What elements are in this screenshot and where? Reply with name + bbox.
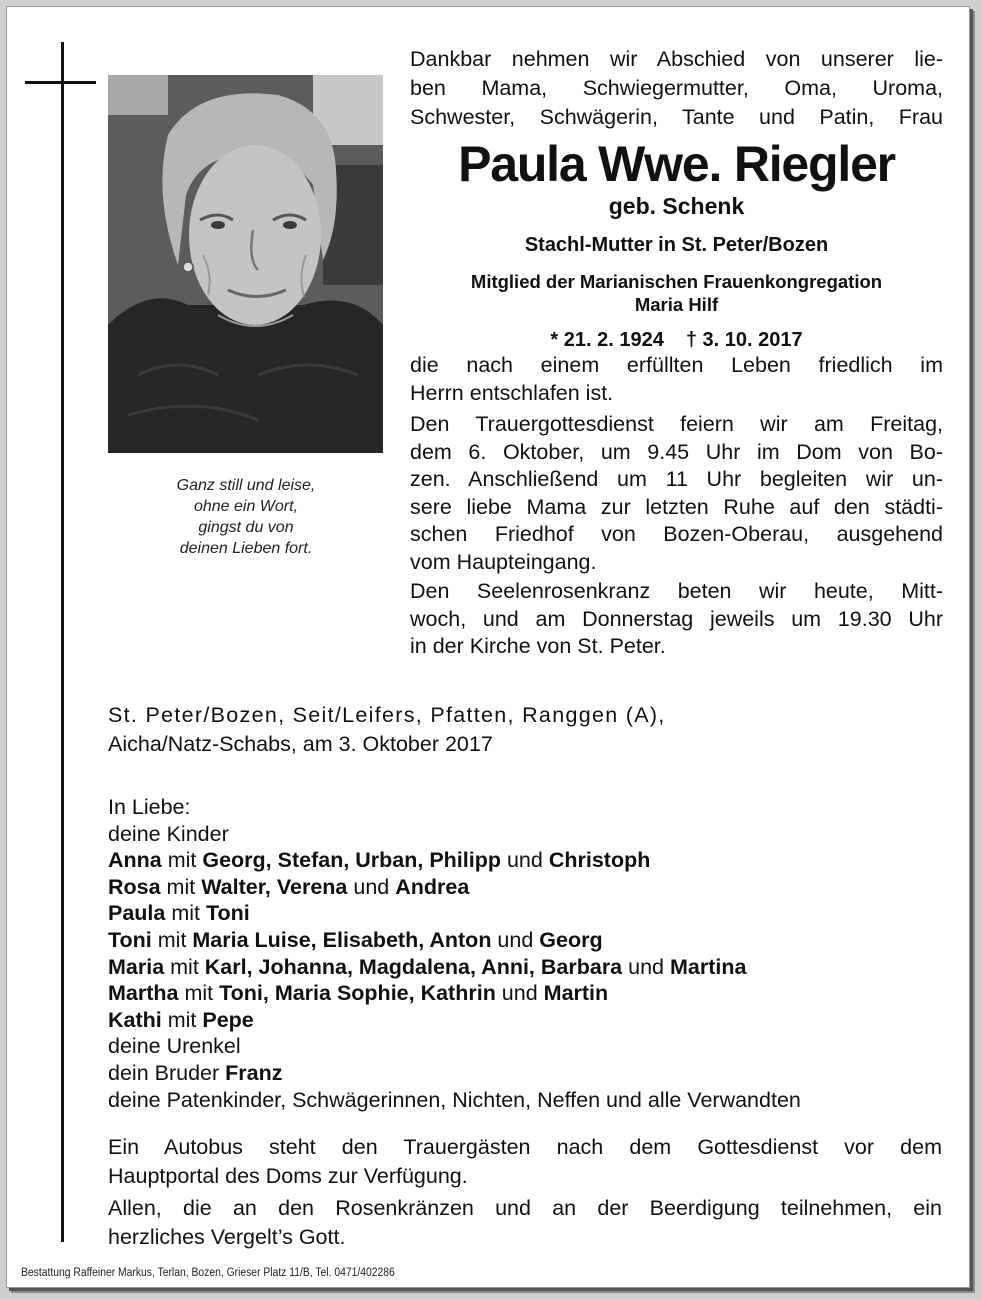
thanks-note bbox=[108, 1194, 942, 1252]
place-line: St. Peter/Bozen, Seit/Leifers, Pfatten, Ranggen (A), bbox=[108, 703, 666, 727]
family-line: In Liebe: bbox=[108, 795, 191, 819]
name-connector: und bbox=[495, 981, 544, 1006]
name-bold: Toni, Maria Sophie, Kathrin bbox=[219, 981, 496, 1006]
poem-line: ohne ein Wort, bbox=[193, 498, 299, 515]
body-line: die nach einem erfüllten Leben friedlich im bbox=[410, 353, 943, 377]
name-connector: mit bbox=[151, 927, 193, 952]
deceased-name: Paula Wwe. Riegler bbox=[458, 136, 895, 192]
name-bold: Martin bbox=[543, 981, 609, 1006]
service-details bbox=[410, 352, 943, 661]
name-connector: mit bbox=[161, 848, 203, 873]
obituary-notice bbox=[6, 6, 970, 1288]
name-bold: Paula bbox=[108, 901, 166, 926]
funeral-home-footer: Bestattung Raffeiner Markus, Terlan, Bozen, Grieser Platz 11/B, Tel. 0471/402286 bbox=[21, 1267, 395, 1279]
body-line: Den Trauergottesdienst feiern wir am Freitag, bbox=[410, 412, 943, 436]
name-bold: Anna bbox=[108, 848, 162, 873]
deceased-role: Stachl-Mutter in St. Peter/Bozen bbox=[524, 234, 829, 256]
name-connector: mit bbox=[165, 901, 206, 926]
name-bold: Maria bbox=[108, 954, 165, 979]
body-line: vom Haupteingang. bbox=[410, 549, 597, 574]
family-line bbox=[108, 1007, 801, 1034]
body-line: zen. Anschließend um 11 Uhr begleiten wir un- bbox=[410, 467, 943, 491]
life-dates bbox=[410, 328, 943, 352]
thanks-line: herzliches Vergelt’s Gott. bbox=[108, 1225, 346, 1249]
name-bold: Karl, Johanna, Magdalena, Anni, Barbara bbox=[204, 954, 623, 979]
name-bold: Andrea bbox=[395, 874, 470, 899]
bus-line: Hauptportal des Doms zur Verfügung. bbox=[108, 1164, 468, 1188]
paragraph-funeral bbox=[410, 411, 943, 576]
name-bold: Maria Luise, Elisabeth, Anton bbox=[192, 927, 492, 952]
mourners-list bbox=[108, 794, 801, 1113]
name-connector: mit bbox=[178, 981, 220, 1006]
closing-notes bbox=[108, 1133, 942, 1252]
portrait-photo bbox=[108, 75, 383, 453]
intro-line: Schwester, Schwägerin, Tante und Patin, Frau bbox=[410, 105, 943, 129]
paragraph-rosary bbox=[410, 578, 943, 661]
family-line: deine Urenkel bbox=[108, 1034, 241, 1059]
body-line: sere liebe Mama zur letzten Ruhe auf den städti- bbox=[410, 494, 943, 519]
name-connector: und bbox=[347, 874, 396, 899]
intro-line: ben Mama, Schwiegermutter, Oma, Uroma, bbox=[410, 76, 943, 100]
thanks-line: Allen, die an den Rosenkränzen und an der Beerdigung teilnehmen, ein bbox=[108, 1196, 942, 1220]
name-bold: Martha bbox=[108, 981, 179, 1006]
body-line: in der Kirche von St. Peter. bbox=[410, 634, 666, 658]
cross-horizontal-bar bbox=[25, 81, 96, 84]
announcement-column bbox=[410, 45, 943, 661]
poem-caption bbox=[107, 475, 385, 559]
family-line: deine Patenkinder, Schwägerinnen, Nichten, Neffen und alle Verwandten bbox=[108, 1087, 801, 1112]
portrait-illustration bbox=[108, 75, 383, 453]
family-line bbox=[108, 874, 801, 901]
birth-name: geb. Schenk bbox=[608, 193, 745, 219]
membership-line: Mitglied der Marianischen Frauenkongregation bbox=[470, 271, 883, 292]
name-bold: Toni bbox=[205, 901, 250, 926]
membership-line: Maria Hilf bbox=[634, 294, 719, 315]
family-line bbox=[108, 927, 801, 954]
body-line: dem 6. Oktober, um 9.45 Uhr im Dom von Bo- bbox=[410, 439, 943, 464]
family-line bbox=[108, 900, 801, 927]
poem-line: Ganz still und leise, bbox=[176, 477, 316, 494]
name-connector: und bbox=[501, 848, 549, 873]
name-bold: Pepe bbox=[202, 1007, 254, 1032]
name-connector: und bbox=[491, 927, 540, 952]
name-connector: mit bbox=[164, 954, 205, 979]
name-connector: und bbox=[622, 954, 670, 979]
family-line: deine Kinder bbox=[108, 821, 229, 846]
name-connector: dein Bruder bbox=[108, 1060, 226, 1085]
name-bold: Kathi bbox=[108, 1007, 162, 1032]
name-bold: Toni bbox=[108, 927, 152, 952]
death-date: † 3. 10. 2017 bbox=[685, 329, 803, 351]
bus-line: Ein Autobus steht den Trauergästen nach dem Gottesdienst vor dem bbox=[108, 1135, 942, 1159]
name-bold: Rosa bbox=[108, 874, 161, 899]
intro-text bbox=[410, 45, 943, 132]
poem-line: gingst du von bbox=[198, 519, 294, 536]
name-bold: Martina bbox=[669, 954, 747, 979]
name-bold: Walter, Verena bbox=[201, 874, 348, 899]
membership bbox=[410, 270, 943, 316]
body-line: schen Friedhof von Bozen-Oberau, ausgehend bbox=[410, 522, 943, 546]
poem-line: deinen Lieben fort. bbox=[179, 540, 313, 557]
paragraph-rest bbox=[410, 352, 943, 407]
cross-vertical-bar bbox=[61, 42, 64, 1242]
place-and-date bbox=[108, 701, 666, 759]
body-line: Herrn entschlafen ist. bbox=[410, 380, 614, 405]
body-line: Den Seelenrosenkranz beten wir heute, Mitt- bbox=[410, 579, 943, 603]
body-line: woch, und am Donnerstag jeweils um 19.30 Uhr bbox=[410, 606, 943, 631]
name-bold: Christoph bbox=[548, 848, 651, 873]
family-line bbox=[108, 954, 801, 981]
birth-date: * 21. 2. 1924 bbox=[550, 329, 664, 351]
family-line bbox=[108, 1060, 801, 1087]
name-connector: mit bbox=[161, 1007, 203, 1032]
intro-line: Dankbar nehmen wir Abschied von unserer lie- bbox=[410, 47, 943, 71]
name-bold: Georg, Stefan, Urban, Philipp bbox=[202, 848, 501, 873]
name-bold: Franz bbox=[225, 1060, 283, 1085]
bus-note bbox=[108, 1133, 942, 1191]
family-line bbox=[108, 980, 801, 1007]
name-bold: Georg bbox=[539, 927, 603, 952]
name-connector: mit bbox=[160, 874, 202, 899]
family-line bbox=[108, 847, 801, 874]
place-line: Aicha/Natz-Schabs, am 3. Oktober 2017 bbox=[108, 732, 493, 756]
